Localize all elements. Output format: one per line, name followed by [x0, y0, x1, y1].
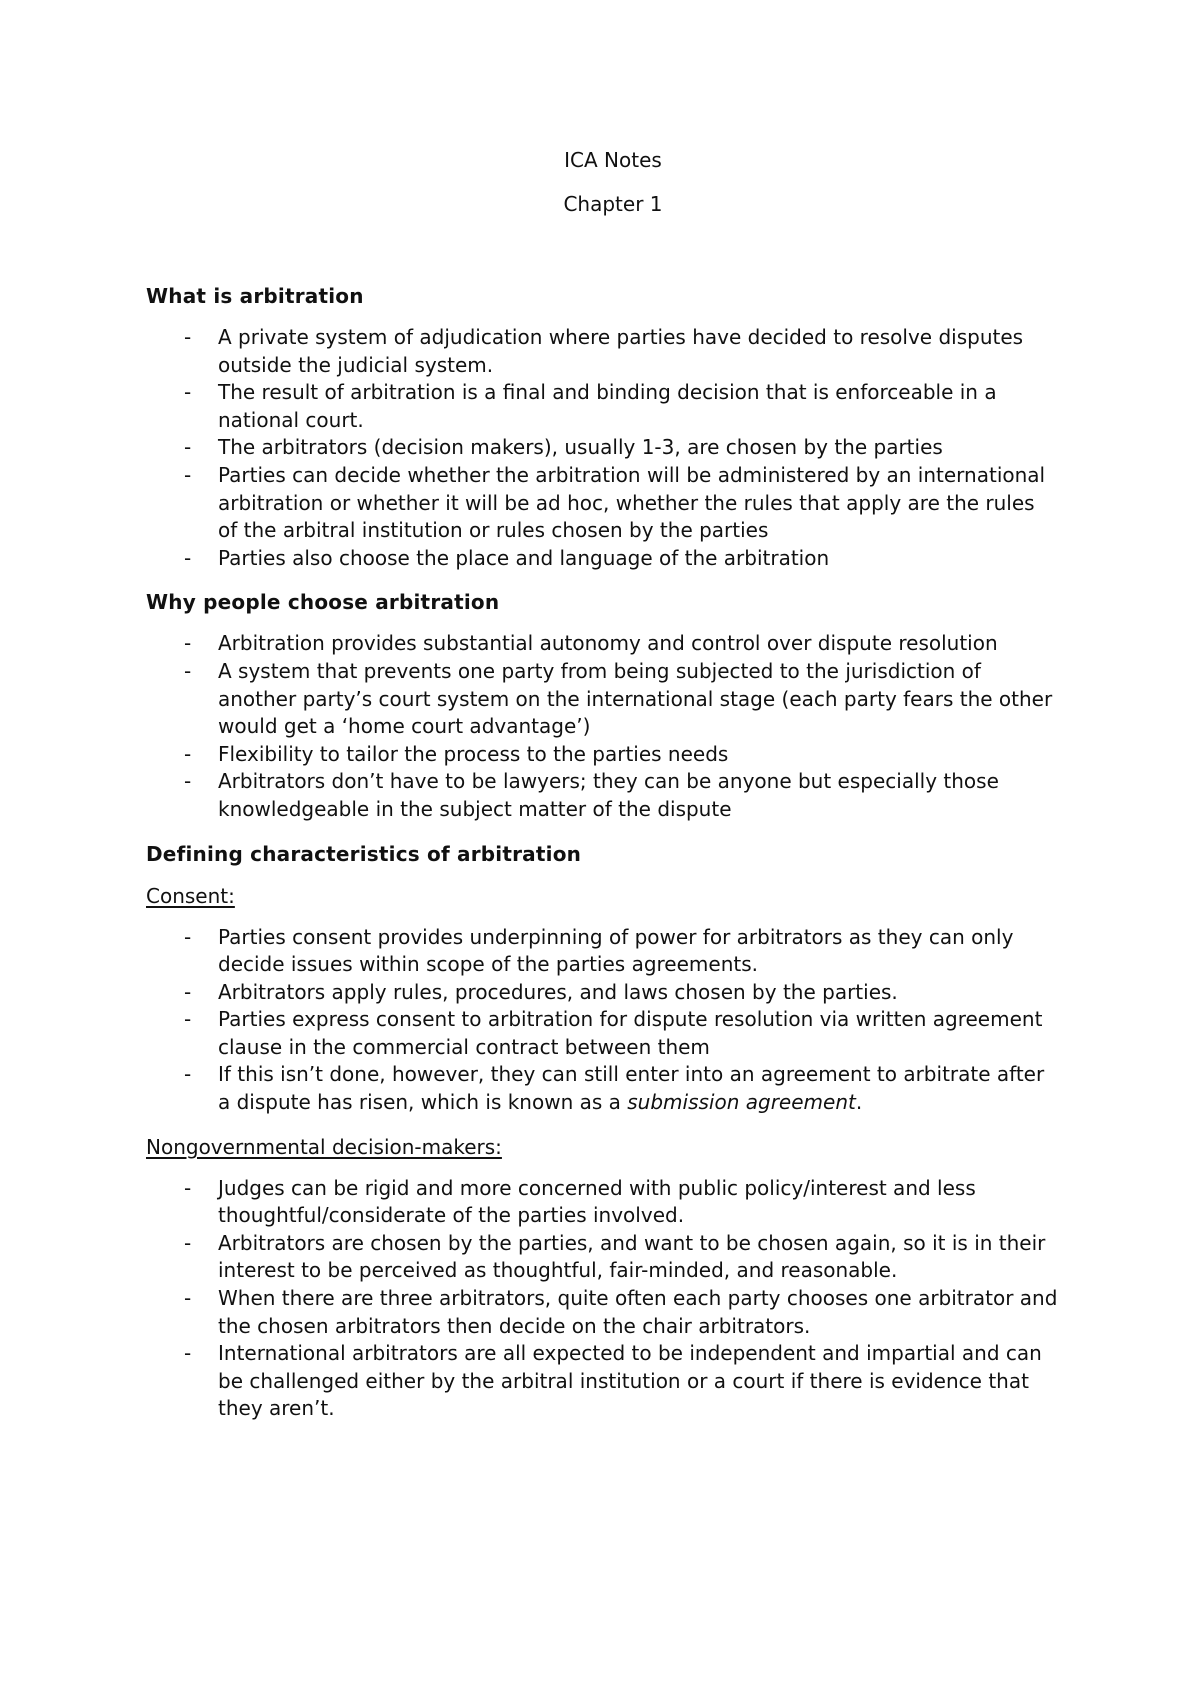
- what-is-arbitration-list: [146, 324, 1060, 572]
- list-item: - Parties also choose the place and language of the arbitration: [184, 545, 830, 570]
- document-title: ICA Notes: [564, 148, 662, 172]
- list-item: - International arbitrators are all expected to be independent and impartial and can be challenged either by the arbitral institution or a court if there is evidence that they aren’t.: [184, 1341, 1042, 1421]
- subheading-nongovernmental: Nongovernmental decision-makers:: [146, 1134, 502, 1159]
- list-item: - The arbitrators (decision makers), usually 1-3, are chosen by the parties: [184, 435, 943, 460]
- list-item: - Arbitrators apply rules, procedures, and laws chosen by the parties.: [184, 979, 898, 1004]
- list-item: - Flexibility to tailor the process to the parties needs: [184, 741, 729, 766]
- list-item: - The result of arbitration is a final and binding decision that is enforceable in a national court.: [184, 380, 997, 432]
- list-item: - Parties can decide whether the arbitration will be administered by an international arbitration or whether it will be ad hoc, whether the rules that apply are the rules of the arbitral institution or rules chosen by the parties: [184, 462, 1046, 543]
- subheading-consent: Consent:: [146, 883, 235, 908]
- consent-list: [146, 924, 1060, 1117]
- chapter-label: Chapter 1: [563, 192, 663, 216]
- list-item: - Arbitration provides substantial autonomy and control over dispute resolution: [184, 631, 998, 656]
- submission-agreement-term: submission agreement: [627, 1090, 856, 1115]
- list-item: - Judges can be rigid and more concerned with public policy/interest and less thoughtful/considerate of the parties involved.: [184, 1175, 976, 1228]
- list-item: - Parties consent provides underpinning of power for arbitrators as they can only decide issues within scope of the parties agreements.: [184, 924, 1014, 977]
- why-choose-arbitration-list: [146, 630, 1060, 823]
- list-item: - Parties express consent to arbitration for dispute resolution via written agreement clause in the commercial contract between them: [184, 1007, 1043, 1059]
- nongovernmental-list: [146, 1175, 1060, 1423]
- list-item: - If this isn’t done, however, they can still enter into an agreement to arbitrate after a dispute has risen, which is known as a submission agreement.: [184, 1062, 1045, 1115]
- section-heading-why-choose-arbitration: Why people choose arbitration: [146, 590, 500, 615]
- section-heading-what-is-arbitration: What is arbitration: [146, 284, 364, 308]
- list-item: - Arbitrators are chosen by the parties, and want to be chosen again, so it is in their interest to be perceived as thoughtful, fair-minded, and reasonable.: [184, 1230, 1046, 1283]
- list-item: - A system that prevents one party from being subjected to the jurisdiction of another party’s court system on the international stage (each party fears the other would get a ‘home court advantage’): [184, 658, 1053, 739]
- list-item: - A private system of adjudication where parties have decided to resolve disputes outside the judicial system.: [184, 325, 1024, 377]
- list-item: - When there are three arbitrators, quite often each party chooses one arbitrator and the chosen arbitrators then decide on the chair arbitrators.: [184, 1286, 1058, 1338]
- section-heading-defining-characteristics: Defining characteristics of arbitration: [146, 841, 582, 866]
- list-item: - Arbitrators don’t have to be lawyers; they can be anyone but especially those knowledgeable in the subject matter of the dispute: [184, 769, 999, 821]
